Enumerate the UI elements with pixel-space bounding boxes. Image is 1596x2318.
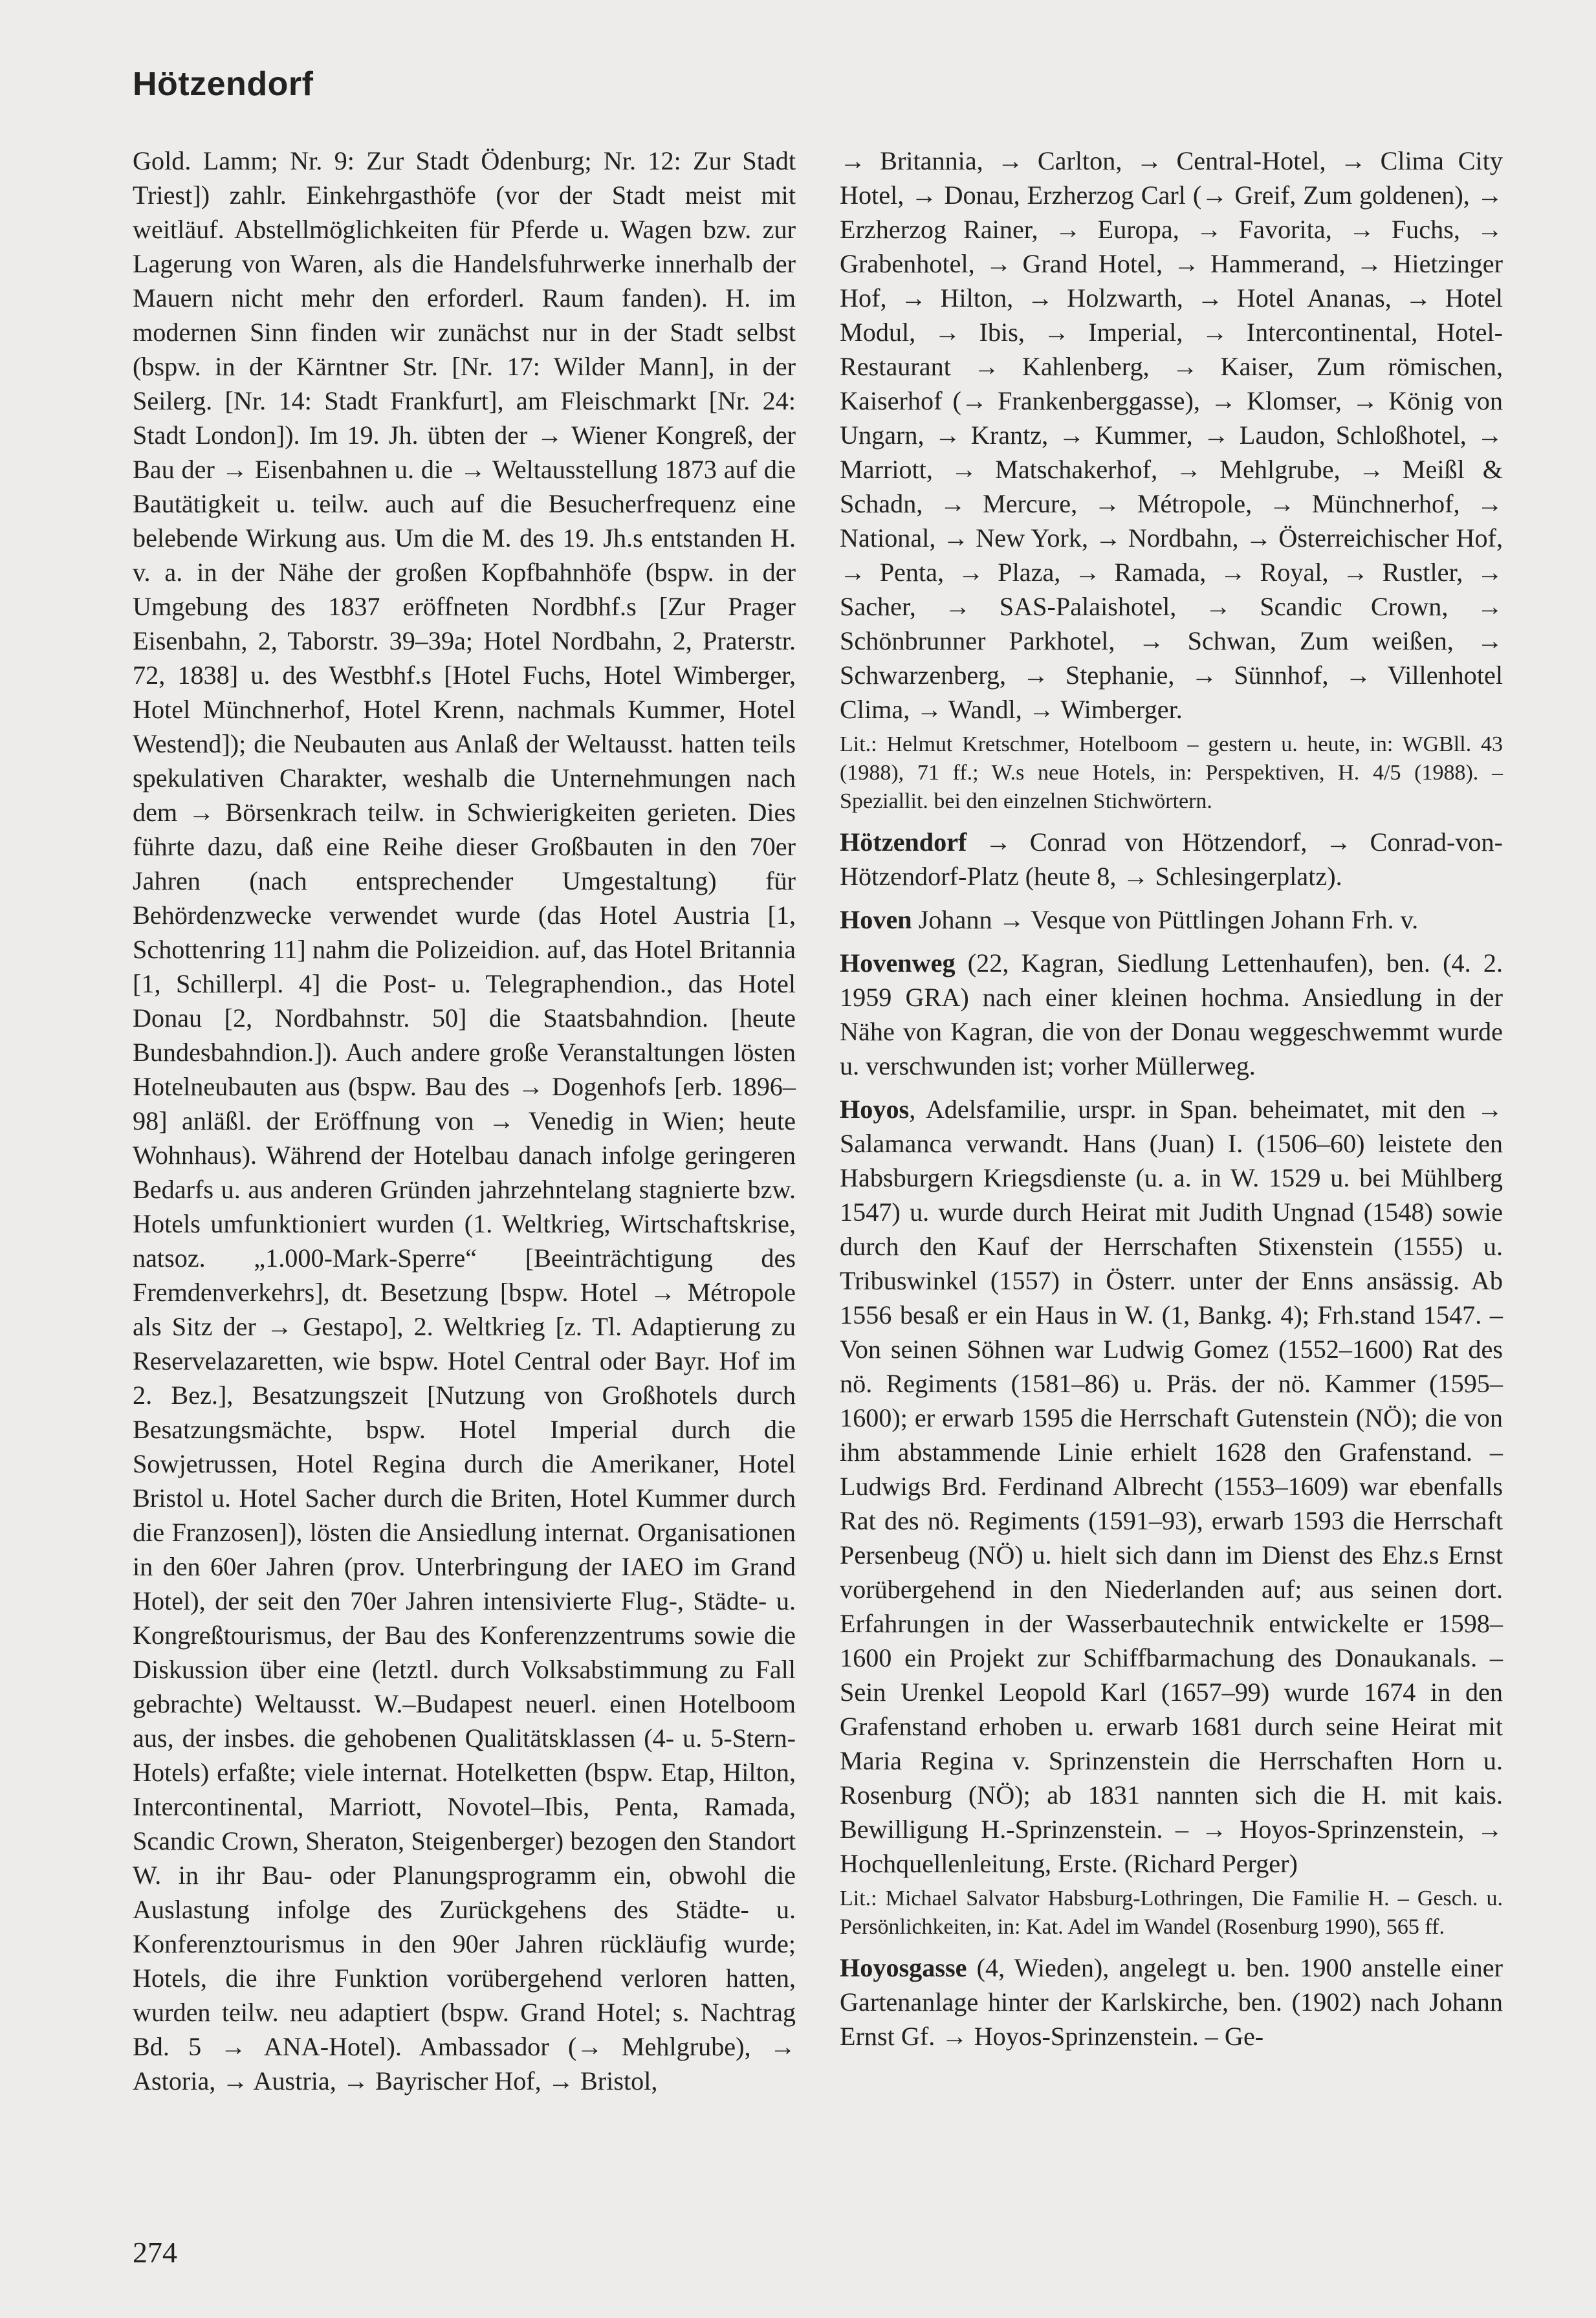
entry-text: (22, Kagran, Siedlung Lettenhaufen), ben. (4. 2. 1959 GRA) nach einer kleinen hochma. Ansiedlung in der Nähe von Kagran, die von der Donau weggeschwemmt wurde u. verschwunden ist; vorher Müllerweg. xyxy=(840,948,1503,1080)
entry-hoyos xyxy=(840,1092,1503,1881)
literature-note-hotels: Lit.: Helmut Kretschmer, Hotelboom – gestern u. heute, in: WGBll. 43 (1988), 71 ff.; W.s neue Hotels, in: Perspektiven, H. 4/5 (1988). – Speziallit. bei den einzelnen Stichwörtern. xyxy=(840,732,1503,813)
entry-text: (4, Wieden), angelegt u. ben. 1900 anstelle einer Gartenanlage hinter der Karlskirche, ben. (1902) nach Johann Ernst Gf. → Hoyos-Sprinzenstein. – Ge- xyxy=(840,1953,1503,2051)
entry-hoyosgasse xyxy=(840,1951,1503,2053)
literature-note-hoyos: Lit.: Michael Salvator Habsburg-Lothringen, Die Familie H. – Gesch. u. Persönlichkeiten, in: Kat. Adel im Wandel (Rosenburg 1990), 565 ff. xyxy=(840,1886,1503,1939)
right-column xyxy=(840,144,1503,2053)
entry-hoetzendorf xyxy=(840,825,1503,893)
page-number: 274 xyxy=(133,2236,177,2269)
hotel-article-text: Gold. Lamm; Nr. 9: Zur Stadt Ödenburg; Nr. 12: Zur Stadt Triest]) zahlr. Einkehrgasthöfe (vor der Stadt meist mit weitläuf. Abstellmöglichkeiten für Pferde u. Wagen bzw. zur Lagerung von Waren, als die Handelsfuhrwerke innerhalb der Mauern nicht mehr den erforderl. Raum fanden). H. im modernen Sinn finden wir zunächst nur in der Stadt selbst (bspw. in der Kärntner Str. [Nr. 17: Wilder Mann], in der Seilerg. [Nr. 14: Stadt Frankfurt], am Fleischmarkt [Nr. 24: Stadt London]). Im 19. Jh. übten der → Wiener Kongreß, der Bau der → Eisenbahnen u. die → Weltausstellung 1873 auf die Bautätigkeit u. teilw. auch auf die Besucherfrequenz eine belebende Wirkung aus. Um die M. des 19. Jh.s entstanden H. v. a. in der Nähe der großen Kopfbahnhöfe (bspw. in der Umgebung des 1837 eröffneten Nordbhf.s [Zur Prager Eisenbahn, 2, Taborstr. 39–39a; Hotel Nordbahn, 2, Praterstr. 72, 1838] u. des Westbhf.s [Hotel Fuchs, Hotel Wimberger, Hotel Münchnerhof, Hotel Krenn, nachmals Kummer, Hotel Westend]); die Neubauten aus Anlaß der Weltausst. hatten teils spekulativen Charakter, weshalb die Unternehmungen nach dem → Börsenkrach teilw. in Schwierigkeiten gerieten. Dies führte dazu, daß eine Reihe dieser Großbauten in den 70er Jahren (nach entsprechender Umgestaltung) für Behördenzwecke verwendet wurde (das Hotel Austria [1, Schottenring 11] nahm die Polizeidion. auf, das Hotel Britannia [1, Schillerpl. 4] die Post- u. Telegraphendion., das Hotel Donau [2, Nordbahnstr. 50] die Staatsbahndion. [heute Bundesbahndion.]). Auch andere große Veranstaltungen lösten Hotelneubauten aus (bspw. Bau des → Dogenhofs [erb. 1896–98] anläßl. der Eröffnung von → Venedig in Wien; heute Wohnhaus). Während der Hotelbau danach infolge geringeren Bedarfs u. aus anderen Gründen jahrzehntelang stagnierte bzw. Hotels umfunktioniert wurden (1. Weltkrieg, Wirtschaftskrise, natsoz. „1.000-Mark-Sperre“ [Beeinträchtigung des Fremdenverkehrs], dt. Besetzung [bspw. Hotel → Métropole als Sitz der → Gestapo], 2. Weltkrieg [z. Tl. Adaptierung zu Reservelazaretten, wie bspw. Hotel Central oder Bayr. Hof im 2. Bez.], Besatzungszeit [Nutzung von Großhotels durch Besatzungsmächte, bspw. Hotel Imperial durch die Sowjetrussen, Hotel Regina durch die Amerikaner, Hotel Bristol u. Hotel Sacher durch die Briten, Hotel Kummer durch die Franzosen]), lösten die Ansiedlung internat. Organisationen in den 60er Jahren (prov. Unterbringung der IAEO im Grand Hotel), der seit den 70er Jahren intensivierte Flug-, Städte- u. Kongreßtourismus, der Bau des Konferenzzentrums sowie die Diskussion über eine (letztl. durch Volksabstimmung zu Fall gebrachte) Weltausst. W.–Budapest neuerl. einen Hotelboom aus, der insbes. die gehobenen Qualitätsklassen (4- u. 5-Stern-Hotels) erfaßte; viele internat. Hotelketten (bspw. Etap, Hilton, Intercontinental, Marriott, Novotel–Ibis, Penta, Ramada, Scandic Crown, Sheraton, Steigenberger) bezogen den Standort W. in ihr Bau- oder Planungsprogramm ein, obwohl die Auslastung infolge des Zurückgehens des Städte- u. Konferenztourismus in den 90er Jahren rückläufig wurde; Hotels, die ihre Funktion vorübergehend verloren hatten, wurden teilw. neu adaptiert (bspw. Grand Hotel; s. Nachtrag Bd. 5 → ANA-Hotel). Ambassador (→ Mehlgrube), → Astoria, → Austria, → Bayrischer Hof, → Bristol, xyxy=(133,146,796,2095)
entry-term: Hovenweg xyxy=(840,948,956,978)
entry-hovenweg xyxy=(840,946,1503,1083)
entry-term: Hoven xyxy=(840,905,912,934)
entry-term: Hoyosgasse xyxy=(840,1953,967,1982)
entry-text: → Conrad von Hötzendorf, → Conrad-von-Hötzendorf-Platz (heute 8, → Schlesingerplatz). xyxy=(840,827,1503,891)
hotel-list-continuation: → Britannia, → Carlton, → Central-Hotel, → Clima City Hotel, → Donau, Erzherzog Carl (→ Greif, Zum goldenen), → Erzherzog Rainer, → Europa, → Favorita, → Fuchs, → Grabenhotel, → Grand Hotel, → Hammerand, → Hietzinger Hof, → Hilton, → Holzwarth, → Hotel Ananas, → Hotel Modul, → Ibis, → Imperial, → Intercontinental, Hotel-Restaurant → Kahlenberg, → Kaiser, Zum römischen, Kaiserhof (→ Frankenberggasse), → Klomser, → König von Ungarn, → Krantz, → Kummer, → Laudon, Schloßhotel, → Marriott, → Matschakerhof, → Mehlgrube, → Meißl & Schadn, → Mercure, → Métropole, → Münchnerhof, → National, → New York, → Nordbahn, → Österreichischer Hof, → Penta, → Plaza, → Ramada, → Royal, → Rustler, → Sacher, → SAS-Palaishotel, → Scandic Crown, → Schönbrunner Parkhotel, → Schwan, Zum weißen, → Schwarzenberg, → Stephanie, → Sünnhof, → Villenhotel Clima, → Wandl, → Wimberger. xyxy=(840,146,1503,724)
entry-text: , Adelsfamilie, urspr. in Span. beheimatet, mit den → Salamanca verwandt. Hans (Juan) I. (1506–60) leistete den Habsburgern Kriegsdienste (u. a. in W. 1529 u. bei Mühlberg 1547) u. wurde durch Heirat mit Judith Ungnad (1548) sowie durch den Kauf der Herrschaften Stixenstein (1555) u. Tribuswinkel (1557) in Österr. unter der Enns ansässig. Ab 1556 besaß er ein Haus in W. (1, Bankg. 4); Frh.stand 1547. – Von seinen Söhnen war Ludwig Gomez (1552–1600) Rat des nö. Regiments (1581–86) u. Präs. der nö. Kammer (1595–1600); er erwarb 1595 die Herrschaft Gutenstein (NÖ); die von ihm abstammende Linie erhielt 1628 den Grafenstand. – Ludwigs Brd. Ferdinand Albrecht (1553–1609) war ebenfalls Rat des nö. Regiments (1591–93), erwarb 1593 die Herrschaft Persenbeug (NÖ) u. hielt sich dann im Dienst des Ehz.s Ernst vorübergehend in den Niederlanden auf; aus seinen dort. Erfahrungen in der Wasserbautechnik entwickelte er 1598–1600 ein Projekt zur Schiffbarmachung des Donaukanals. – Sein Urenkel Leopold Karl (1657–99) wurde 1674 in den Grafenstand erhoben u. erwarb 1681 durch seine Heirat mit Maria Regina v. Sprinzenstein die Herrschaften Horn u. Rosenburg (NÖ); ab 1831 nannten sich die H. mit kais. Bewilligung H.-Sprinzenstein. – → Hoyos-Sprinzenstein, → Hochquellenleitung, Erste. (Richard Perger) xyxy=(840,1095,1503,1878)
page-header-title: Hötzendorf xyxy=(133,65,314,103)
entry-text: Johann → Vesque von Püttlingen Johann Frh. v. xyxy=(912,905,1419,934)
entry-hoven xyxy=(840,902,1503,937)
entry-term: Hötzendorf xyxy=(840,827,967,857)
left-column xyxy=(133,144,796,2098)
entry-term: Hoyos xyxy=(840,1095,910,1124)
